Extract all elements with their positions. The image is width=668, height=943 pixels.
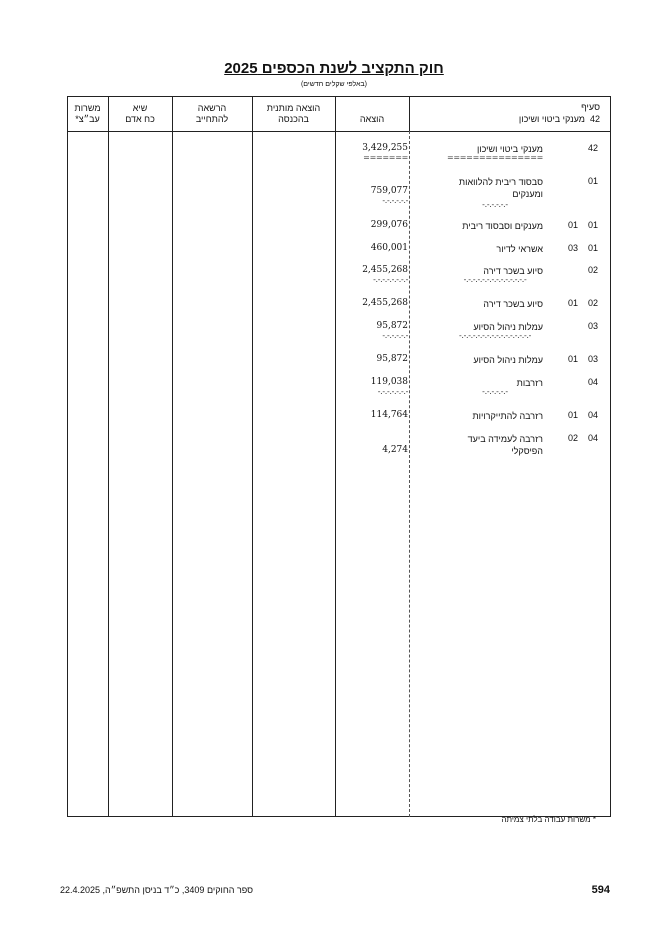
section-code: 02 xyxy=(587,265,598,275)
section-code: 01 xyxy=(587,243,598,253)
item-name: סיוע בשכר דירה xyxy=(483,299,543,309)
column-divider xyxy=(252,96,253,817)
section-code: 03 xyxy=(587,321,598,331)
item-name: אשראי לדיור xyxy=(496,244,543,254)
expense-value: 2,455,268 xyxy=(362,298,408,308)
expense-value: 759,077 xyxy=(370,186,408,196)
expense-value: 119,038 xyxy=(370,377,408,387)
gazette-reference: ספר החוקים 3409, כ״ד בניסן התשפ״ה, 22.4.2025 xyxy=(60,885,254,895)
expense-value: 3,429,255 xyxy=(362,143,408,153)
section-code: 01 xyxy=(587,176,598,186)
page-title: חוק התקציב לשנת הכספים 2025 xyxy=(224,60,444,77)
table-header-divider xyxy=(67,131,611,132)
item-name-line2: הפיסקלי xyxy=(511,446,543,456)
section-code: 04 xyxy=(587,433,598,443)
item-name: מענקי ביטוי ושיכון xyxy=(476,144,543,154)
expense-value: 4,274 xyxy=(382,445,408,455)
item-name: מענקים וסבסוד ריבית xyxy=(462,221,543,231)
item-name: עמלות ניהול הסיוע xyxy=(473,322,543,332)
section-code: 04 xyxy=(587,410,598,420)
page-subtitle: (באלפי שקלים חדשים) xyxy=(300,81,368,88)
expense-value: 2,455,268 xyxy=(362,265,408,275)
section-code: 02 xyxy=(587,298,598,308)
item-code: 01 xyxy=(567,410,578,420)
column-divider xyxy=(409,96,410,131)
item-code: 03 xyxy=(567,243,578,253)
page-number: 594 xyxy=(591,884,610,896)
header-authorization: הרשאה להתחייב xyxy=(195,103,229,124)
footnote: * משרות עבודה בלתי צמיתה xyxy=(501,815,596,824)
section-code: 03 xyxy=(587,354,598,364)
name-underline: -.-.-.-.-.- xyxy=(482,200,508,209)
amount-underline: -.-.-.-.-.-.- xyxy=(377,387,408,396)
section-code: 42 xyxy=(587,143,598,153)
expense-value: 114,764 xyxy=(370,410,408,420)
item-name: רזרבה להתייקרויות xyxy=(472,411,543,421)
item-name: סבסוד ריבית להלוואות xyxy=(458,177,543,187)
amount-underline: -.-.-.-.-.- xyxy=(382,196,408,205)
header-positions: משרות עב״צ* xyxy=(74,103,101,124)
column-divider xyxy=(172,96,173,817)
name-underline: -.-.-.-.-.-.-.-.-.-.-.-.-.- xyxy=(463,275,527,284)
section-code: 04 xyxy=(587,377,598,387)
column-divider-dashed xyxy=(409,131,410,817)
item-name: סיוע בשכר דירה xyxy=(483,266,543,276)
name-underline: -.-.-.-.-.- xyxy=(482,387,508,396)
item-code: 01 xyxy=(567,298,578,308)
expense-value: 460,001 xyxy=(370,243,408,253)
item-code: 01 xyxy=(567,220,578,230)
expense-value: 299,076 xyxy=(370,220,408,230)
item-name-line2: ומענקים xyxy=(512,189,543,199)
expense-value: 95,872 xyxy=(376,354,408,364)
amount-underline: -.-.-.-.-.- xyxy=(382,331,408,340)
item-name: רזרבות xyxy=(516,378,543,388)
column-divider xyxy=(108,96,109,817)
header-expense: הוצאה xyxy=(359,114,385,124)
item-name: רזרבה לעמידה ביעד xyxy=(467,434,543,444)
item-code: 01 xyxy=(567,354,578,364)
expense-value: 95,872 xyxy=(376,321,408,331)
section-code: 01 xyxy=(587,220,598,230)
amount-underline: -.-.-.-.-.-.-.- xyxy=(373,275,408,284)
item-name: עמלות ניהול הסיוע xyxy=(473,355,543,365)
amount-underline: ======= xyxy=(363,153,408,162)
header-section: סעיף 42 מענקי ביטוי ושיכון xyxy=(518,102,600,124)
name-underline: -.-.-.-.-.-.-.-.-.-.-.-.-.-.-.- xyxy=(458,331,532,340)
header-conditional-expense: הוצאה מותנית בהכנסה xyxy=(266,103,321,124)
name-underline: =============== xyxy=(446,153,544,162)
header-peak-manpower: שיא כח אדם xyxy=(125,103,155,124)
item-code: 02 xyxy=(567,433,578,443)
